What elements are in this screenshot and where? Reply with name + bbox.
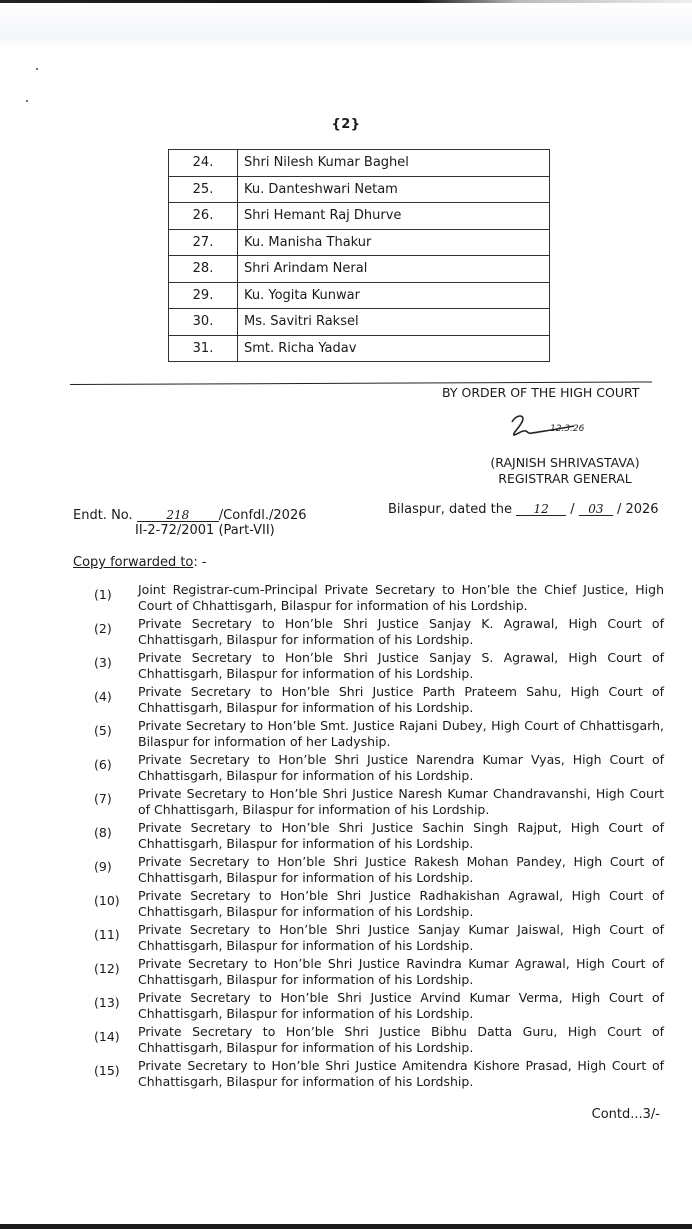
names-table [168, 149, 550, 362]
dated-line: Bilaspur, dated the 12 / 03 / 2026 [388, 502, 659, 517]
continued-marker: Contd...3/- [591, 1107, 660, 1122]
list-item-text: Private Secretary to Hon’ble Shri Justice Radhakishan Agrawal, High Court of Chhattisgarh, Bilaspur for information of his Lordship. [138, 888, 664, 919]
table-row [169, 150, 550, 177]
table-row [169, 282, 550, 309]
list-item-text: Private Secretary to Hon’ble Shri Justice Sanjay Kumar Jaiswal, High Court of Chhattisgarh, Bilaspur for information of his Lordship. [138, 922, 664, 953]
row-number: 28. [169, 256, 238, 283]
list-item-text: Private Secretary to Hon’ble Shri Justice Sachin Singh Rajput, High Court of Chhattisgarh, Bilaspur for information of his Lordship. [138, 820, 664, 851]
recipients-list [94, 582, 664, 1092]
list-item [94, 752, 664, 783]
list-item-index: (5) [94, 723, 112, 738]
scan-speck [26, 100, 28, 102]
row-number: 31. [169, 335, 238, 362]
list-item [94, 650, 664, 681]
list-item-index: (14) [94, 1029, 120, 1044]
table-row [169, 176, 550, 203]
list-item-index: (3) [94, 655, 112, 670]
list-item-text: Private Secretary to Hon’ble Shri Justice Rakesh Mohan Pandey, High Court of Chhattisgarh, Bilaspur for information of his Lordship. [138, 854, 664, 885]
dated-day: 12 [516, 503, 566, 516]
list-item-index: (12) [94, 961, 120, 976]
list-item [94, 990, 664, 1021]
list-item [94, 718, 664, 749]
list-item-text: Private Secretary to Hon’ble Shri Justice Amitendra Kishore Prasad, High Court of Chhattisgarh, Bilaspur for information of his Lordship. [138, 1058, 664, 1089]
list-item-text: Private Secretary to Hon’ble Shri Justice Ravindra Kumar Agrawal, High Court of Chhattisgarh, Bilaspur for information of his Lordship. [138, 956, 664, 987]
list-item [94, 956, 664, 987]
list-item-text: Private Secretary to Hon’ble Shri Justice Parth Prateem Sahu, High Court of Chhattisgarh, Bilaspur for information of his Lordship. [138, 684, 664, 715]
endorsement-number-value: 218 [137, 509, 219, 522]
list-item-index: (6) [94, 757, 112, 772]
signatory-name: (RAJNISH SHRIVASTAVA) [490, 455, 640, 470]
copy-forwarded-label: Copy forwarded to [73, 555, 194, 570]
row-name: Ku. Manisha Thakur [238, 229, 550, 256]
table-row [169, 256, 550, 283]
copy-forwarded-suffix: : - [193, 555, 207, 570]
table-row [169, 335, 550, 362]
row-name: Shri Arindam Neral [238, 256, 550, 283]
list-item [94, 1024, 664, 1055]
list-item-index: (8) [94, 825, 112, 840]
list-item [94, 1058, 664, 1089]
list-item [94, 888, 664, 919]
signature-date: 12.3.26 [550, 424, 585, 434]
list-item-index: (10) [94, 893, 120, 908]
list-item-text: Private Secretary to Hon’ble Shri Justice Bibhu Datta Guru, High Court of Chhattisgarh, Bilaspur for information of his Lordship. [138, 1024, 664, 1055]
row-number: 26. [169, 203, 238, 230]
table-row [169, 229, 550, 256]
list-item-text: Private Secretary to Hon’ble Shri Justice Narendra Kumar Vyas, High Court of Chhattisgarh, Bilaspur for information of his Lordship. [138, 752, 664, 783]
scan-speck [36, 68, 38, 70]
list-item-index: (1) [94, 587, 112, 602]
dated-year: / 2026 [616, 502, 659, 517]
list-item [94, 854, 664, 885]
row-name: Smt. Richa Yadav [238, 335, 550, 362]
dated-month: 03 [579, 503, 613, 516]
list-item [94, 922, 664, 953]
endorsement-suffix: /Confdl./2026 [218, 508, 307, 523]
signatory-title: REGISTRAR GENERAL [498, 471, 632, 486]
row-name: Shri Nilesh Kumar Baghel [238, 150, 550, 177]
file-reference: II-2-72/2001 (Part-VII) [135, 523, 275, 538]
list-item-index: (2) [94, 621, 112, 636]
dated-label: Bilaspur, dated the [388, 502, 513, 517]
copy-forwarded-heading [73, 555, 207, 570]
list-item [94, 786, 664, 817]
table-row [169, 309, 550, 336]
list-item-index: (11) [94, 927, 120, 942]
row-name: Ku. Danteshwari Netam [238, 176, 550, 203]
row-number: 25. [169, 176, 238, 203]
scan-top-band [0, 3, 692, 45]
list-item [94, 616, 664, 647]
endorsement-number [73, 508, 306, 523]
row-name: Shri Hemant Raj Dhurve [238, 203, 550, 230]
page-number: {2} [331, 117, 361, 132]
row-number: 30. [169, 309, 238, 336]
list-item-index: (4) [94, 689, 112, 704]
list-item-index: (15) [94, 1063, 120, 1078]
row-name: Ku. Yogita Kunwar [238, 282, 550, 309]
row-name: Ms. Savitri Raksel [238, 309, 550, 336]
list-item-index: (7) [94, 791, 112, 806]
signatory-block [470, 455, 660, 487]
row-number: 29. [169, 282, 238, 309]
list-item-index: (9) [94, 859, 112, 874]
list-item [94, 582, 664, 613]
list-item [94, 820, 664, 851]
row-number: 24. [169, 150, 238, 177]
by-order-heading: BY ORDER OF THE HIGH COURT [442, 385, 640, 400]
list-item-text: Private Secretary to Hon’ble Shri Justice Sanjay S. Agrawal, High Court of Chhattisgarh, Bilaspur for information of his Lordship. [138, 650, 664, 681]
scan-bottom-edge [0, 1224, 692, 1229]
list-item-text: Private Secretary to Hon’ble Smt. Justice Rajani Dubey, High Court of Chhattisgarh, Bilaspur for information of her Ladyship. [138, 718, 664, 749]
list-item-text: Private Secretary to Hon’ble Shri Justice Naresh Kumar Chandravanshi, High Court of Chhattisgarh, Bilaspur for information of his Lordship. [138, 786, 664, 817]
endorsement-label: Endt. No. [73, 508, 133, 523]
list-item-index: (13) [94, 995, 120, 1010]
list-item [94, 684, 664, 715]
list-item-text: Private Secretary to Hon’ble Shri Justice Sanjay K. Agrawal, High Court of Chhattisgarh, Bilaspur for information of his Lordship. [138, 616, 664, 647]
row-number: 27. [169, 229, 238, 256]
table-row [169, 203, 550, 230]
list-item-text: Private Secretary to Hon’ble Shri Justice Arvind Kumar Verma, High Court of Chhattisgarh, Bilaspur for information of his Lordship. [138, 990, 664, 1021]
list-item-text: Joint Registrar-cum-Principal Private Secretary to Hon’ble the Chief Justice, High Court of Chhattisgarh, Bilaspur for information of his Lordship. [138, 582, 664, 613]
